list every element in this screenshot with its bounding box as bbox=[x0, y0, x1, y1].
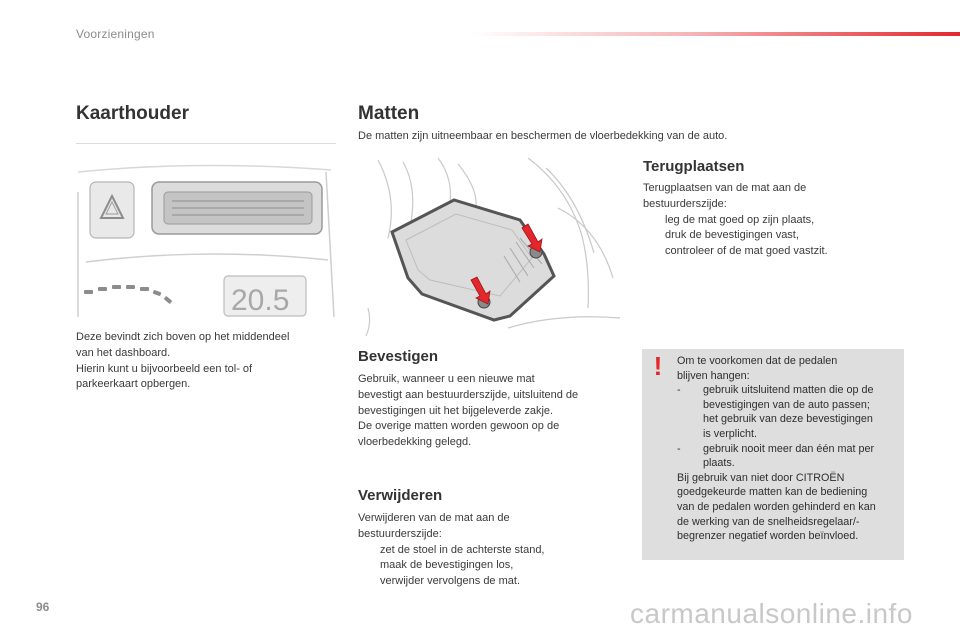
list-item: zet de stoel in de achterste stand, bbox=[380, 543, 545, 556]
warning-text bbox=[677, 354, 899, 544]
text-line: van het dashboard. bbox=[76, 346, 171, 359]
text-line: Bij gebruik van niet door CITROËN bbox=[677, 471, 845, 484]
text-line: blijven hangen: bbox=[677, 369, 750, 382]
text-line: parkeerkaart opbergen. bbox=[76, 378, 191, 391]
text-line: Gebruik, wanneer u een nieuwe mat bbox=[358, 373, 535, 385]
text-line: van de pedalen worden gehinderd en kan bbox=[677, 500, 876, 513]
section-title: Voorzieningen bbox=[76, 27, 155, 41]
dash-bullet: - bbox=[677, 442, 681, 455]
matten-intro: De matten zijn uitneembaar en beschermen de vloerbedekking van de auto. bbox=[358, 130, 728, 142]
text-line: bevestigingen uit het bijgeleverde zakje. bbox=[358, 404, 554, 417]
text-line: De overige matten worden gewoon op de bbox=[358, 420, 560, 433]
verwijderen-text bbox=[358, 511, 628, 590]
text-line: Verwijderen van de mat aan de bbox=[358, 512, 510, 524]
list-item: leg de mat goed op zijn plaats, bbox=[665, 213, 815, 226]
text-line: Hierin kunt u bijvoorbeeld een tol- of bbox=[76, 362, 253, 375]
text-line: Terugplaatsen van de mat aan de bbox=[643, 182, 807, 194]
terugplaatsen-title: Terugplaatsen bbox=[643, 158, 745, 175]
dial-display-digits: 20.5 bbox=[231, 284, 290, 317]
warning-list bbox=[677, 383, 899, 471]
bevestigen-text bbox=[358, 372, 628, 451]
text-line: de werking van de snelheidsregelaar/- bbox=[677, 515, 860, 528]
verwijderen-steps bbox=[358, 543, 628, 590]
verwijderen-title: Verwijderen bbox=[358, 487, 443, 504]
text-line: vloerbedekking gelegd. bbox=[358, 436, 472, 449]
terugplaatsen-text bbox=[643, 181, 923, 260]
terugplaatsen-steps bbox=[643, 213, 923, 260]
text-line: bestuurderszijde: bbox=[643, 197, 727, 210]
kaarthouder-title: Kaarthouder bbox=[76, 103, 189, 124]
text-line: begrenzer negatief worden beïnvloed. bbox=[677, 530, 859, 543]
page-number: 96 bbox=[36, 600, 50, 614]
list-item: - gebruik uitsluitend matten die op de bevestigingen van de auto passen; het gebruik van deze bevestigingen is verplicht. bbox=[677, 384, 874, 440]
warning-icon: ! bbox=[653, 351, 663, 381]
title-divider bbox=[76, 143, 336, 144]
text-line: Om te voorkomen dat de pedalen bbox=[677, 355, 838, 367]
floor-mat-illustration bbox=[358, 158, 622, 336]
header-accent-bar bbox=[470, 32, 960, 36]
watermark: carmanualsonline.info bbox=[630, 598, 913, 629]
text-line: bestuurderszijde: bbox=[358, 527, 442, 540]
matten-title: Matten bbox=[358, 103, 420, 124]
list-item: controleer of de mat goed vastzit. bbox=[665, 245, 828, 258]
dash-bullet: - bbox=[677, 384, 681, 397]
list-item: - gebruik nooit meer dan één mat per plaats. bbox=[677, 442, 875, 470]
bevestigen-title: Bevestigen bbox=[358, 348, 439, 365]
kaarthouder-description bbox=[76, 330, 336, 393]
list-item: maak de bevestigingen los, bbox=[380, 559, 514, 572]
card-holder-illustration bbox=[76, 152, 338, 317]
text-line: bevestigt aan bestuurderszijde, uitsluitend de bbox=[358, 388, 579, 401]
text-line: goedgekeurde matten kan de bediening bbox=[677, 486, 868, 499]
text-line: Deze bevindt zich boven op het middendeel bbox=[76, 331, 290, 343]
list-item: verwijder vervolgens de mat. bbox=[380, 575, 521, 588]
list-item: druk de bevestigingen vast, bbox=[665, 229, 799, 242]
